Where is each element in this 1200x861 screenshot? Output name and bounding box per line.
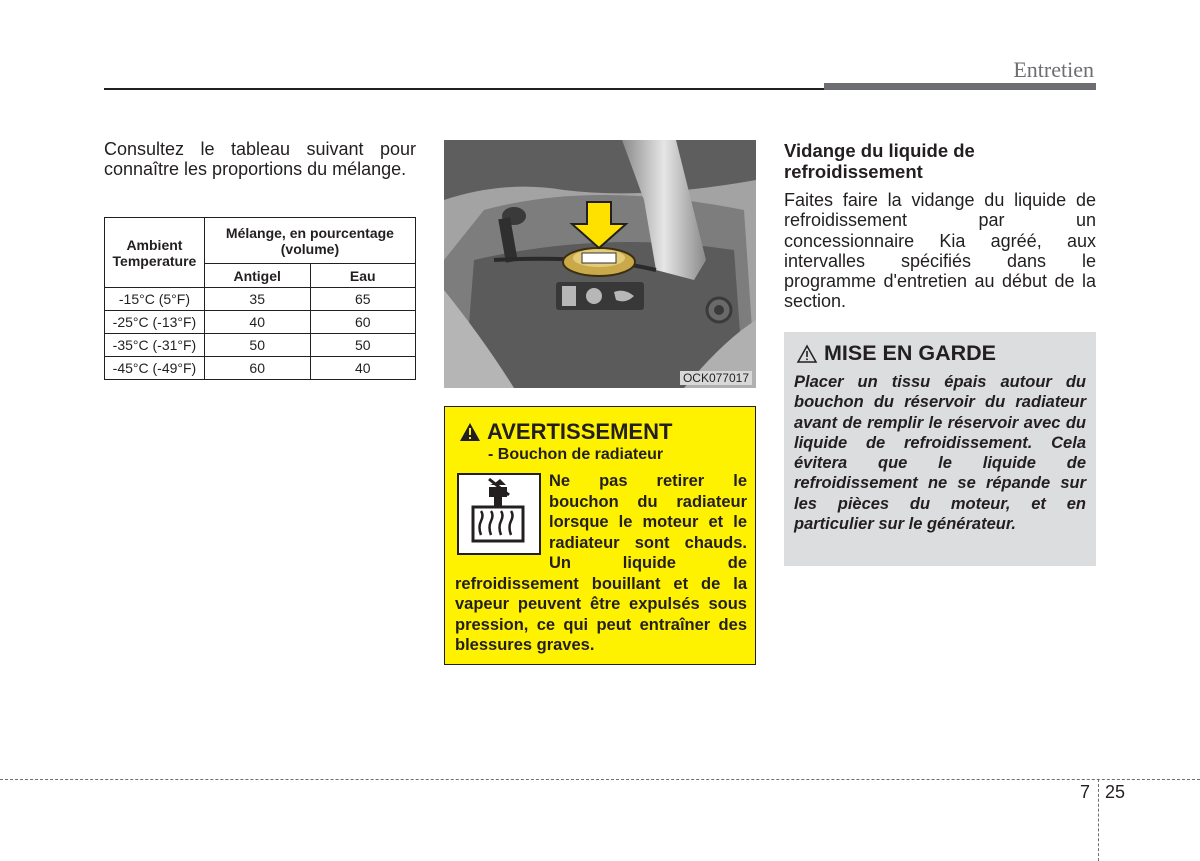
- col-eau-header: Eau: [310, 264, 416, 288]
- intro-paragraph: Consultez le tableau suivant pour connaître les proportions du mélange.: [104, 139, 416, 179]
- eau-cell: 40: [310, 357, 416, 380]
- antigel-cell: 40: [204, 311, 310, 334]
- warning-title-row: [459, 419, 672, 445]
- eau-cell: 65: [310, 288, 416, 311]
- antigel-cell: 50: [204, 334, 310, 357]
- header-rule-accent: [824, 83, 1096, 90]
- caution-title-row: [796, 341, 996, 366]
- footer-rule: [0, 779, 1200, 780]
- footer-divider: [1098, 779, 1099, 861]
- col-ambient-header: Ambient Temperature: [105, 218, 205, 288]
- eau-cell: 60: [310, 311, 416, 334]
- radiator-cap-illustration: [444, 140, 756, 388]
- warning-title: AVERTISSEMENT: [487, 419, 673, 444]
- caution-triangle-icon: [796, 344, 818, 364]
- antigel-cell: 60: [204, 357, 310, 380]
- col-mix-header: Mélange, en pourcentage (volume): [204, 218, 415, 264]
- table-row: [105, 357, 416, 380]
- table-row: [105, 311, 416, 334]
- page-number: 25: [1105, 782, 1126, 802]
- temp-cell: -15°C (5°F): [105, 288, 205, 311]
- engine-photo: [444, 140, 756, 388]
- caution-title: MISE EN GARDE: [824, 341, 997, 365]
- photo-code: OCK077017: [680, 371, 752, 385]
- eau-cell: 50: [310, 334, 416, 357]
- chapter-number: 7: [1080, 782, 1091, 802]
- warning-body-text: Ne pas retirer le bouchon du radiateur lorsque le moteur et le radiateur sont chauds. Un liquide de refroidissement bouillant et de la vapeur peuvent être expulsés sous pression, ce qui peut entraîner des blessures graves.: [455, 472, 747, 654]
- drain-heading: Vidange du liquide de refroidissement: [784, 140, 975, 182]
- drain-paragraph: Faites faire la vidange du liquide de refroidissement par un concessionnaire Kia agréé, aux intervalles spécifiés dans le programme d'entretien au début de la section.: [784, 190, 1096, 312]
- warning-triangle-icon: [459, 422, 481, 442]
- caution-box: [784, 332, 1096, 566]
- temp-cell: -35°C (-31°F): [105, 334, 205, 357]
- warning-body: [455, 471, 747, 656]
- table-row: [105, 334, 416, 357]
- section-title: Entretien: [1013, 57, 1094, 82]
- table-row: [105, 288, 416, 311]
- caution-body: Placer un tissu épais autour du bouchon du réservoir du radiateur avant de remplir le réservoir avec du liquide de refroidissement. Cela évitera que le liquide de refroidissement ne se répande sur les pièces du moteur, et en particulier sur le générateur.: [794, 373, 1086, 534]
- mixture-table: [104, 217, 416, 380]
- temp-cell: -25°C (-13°F): [105, 311, 205, 334]
- warning-box: [444, 406, 756, 665]
- antigel-cell: 35: [204, 288, 310, 311]
- temp-cell: -45°C (-49°F): [105, 357, 205, 380]
- col-antigel-header: Antigel: [204, 264, 310, 288]
- warning-subtitle: - Bouchon de radiateur: [488, 446, 664, 463]
